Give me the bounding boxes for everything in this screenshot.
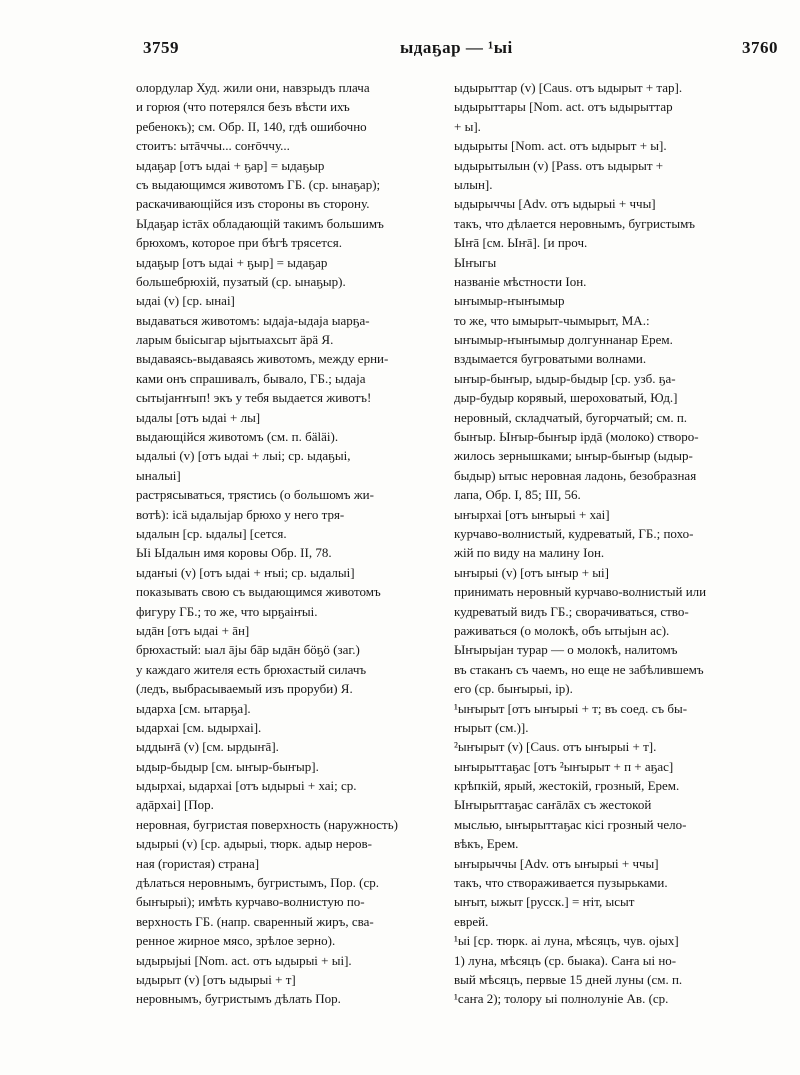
- text-line: Ыҥырыјан турар — о молокѣ, налитомъ: [454, 642, 678, 658]
- text-line: ¹саҥа 2); толору ыі полнолуніе Ав. (ср.: [454, 991, 669, 1007]
- text-line: Ыҥā [см. Ыҥā]. [и проч.: [454, 235, 588, 251]
- text-line: ыдырыттар (v) [Caus. отъ ыдырыт + тар].: [454, 80, 683, 95]
- text-line: брюхомъ, которое при бѣгѣ трясется.: [136, 235, 343, 251]
- text-line: принимать неровный курчаво-волнистый или: [454, 584, 707, 600]
- text-line: ыҥырхаі [отъ ыҥырыі + хаі]: [454, 506, 610, 522]
- text-line: неровный, складчатый, бугорчатый; см. п.: [454, 409, 688, 425]
- text-line: ыҥырыччы [Adv. отъ ыҥырыі + ччы]: [454, 855, 659, 871]
- text-line: ыҥырыі (v) [отъ ыҥыр + ыі]: [454, 564, 609, 580]
- text-line: 1) луна, мѣсяцъ (ср. быака). Саҥа ыі но-: [454, 952, 677, 968]
- text-line: ыддыҥā (v) [см. ырдыҥā].: [136, 739, 279, 755]
- text-line: быдыр) ытыс неровная ладонь, безобразная: [454, 467, 697, 483]
- text-line: ыдырыччы [Adv. отъ ыдырыі + ччы]: [454, 196, 656, 212]
- text-line: выдающійся животомъ (см. п. бäläі).: [136, 429, 339, 445]
- text-line: ками онъ спрашивалъ, бывало, ГБ.; ыдаја: [136, 370, 366, 386]
- text-line: ылын].: [454, 176, 493, 192]
- right-column: [454, 78, 776, 1009]
- text-line: и горюя (что потерялся безъ вѣсти ихъ: [136, 99, 350, 115]
- text-line: жилось зернышками; ыҥыр-быҥыр (ыдыр-: [454, 448, 693, 464]
- text-line: ыдырыі (v) [ср. адырыі, тюрк. адыр неров-: [136, 836, 372, 852]
- text-line: ыдырыт (v) [отъ ыдырыі + т]: [136, 971, 296, 987]
- text-line: вотѣ): ісä ыдалыјар брюхо у него тря-: [136, 506, 345, 522]
- text-line: ларым быісыгар ыјытыахсыт äрä Я.: [136, 332, 334, 348]
- text-line: ¹ыҥырыт [отъ ыҥырыі + т; въ соед. съ бы-: [454, 700, 688, 716]
- text-line: ыҥымыр-ҥыҥымыр долгуннанар Ерем.: [454, 332, 673, 348]
- text-line: съ выдающимся животомъ ГБ. (ср. ынаҕар);: [136, 176, 381, 192]
- text-line: лапа, Обр. I, 85; III, 56.: [454, 487, 581, 503]
- text-line: такъ, что дѣлается неровнымъ, бугристымъ: [454, 215, 696, 231]
- text-line: ²ыҥырыт (v) [Caus. отъ ыҥырыі + т].: [454, 739, 657, 755]
- text-line: ыдаҥыі (v) [отъ ыдаі + ҥыі; ср. ыдалыі]: [136, 564, 355, 580]
- text-line: ребенокъ); см. Обр. II, 140, гдѣ ошибочно: [136, 118, 367, 134]
- text-line: неровнымъ, бугристымъ дѣлать Пор.: [136, 991, 341, 1007]
- text-line: вѣкъ, Ерем.: [454, 836, 519, 852]
- text-line: фигуру ГБ.; то же, что ырҕаіҥыі.: [136, 603, 318, 619]
- text-line: въ стаканъ съ чаемъ, но еще не забѣлившемъ: [454, 661, 704, 677]
- text-line: ыдаі (v) [ср. ынаі]: [136, 293, 235, 309]
- text-line: сытыјаҥҥып! экъ у тебя выдается животъ!: [136, 390, 372, 406]
- text-line: раскачивающійся изъ стороны въ сторону.: [136, 196, 370, 212]
- text-line: то же, что ымырыт-чымырыт, МА.:: [454, 312, 650, 328]
- text-line: неровная, бугристая поверхность (наружность): [136, 816, 398, 832]
- text-line: олордулар Худ. жили они, навзрыдъ плача: [136, 80, 370, 95]
- text-line: мыслью, ыҥырыттаҕас кісі грозный чело-: [454, 816, 687, 832]
- text-line: (ледъ, выбрасываемый изъ проруби) Я.: [136, 681, 353, 697]
- text-line: названіе мѣстности Іон.: [454, 273, 587, 289]
- text-line: вздымается бугроватыми волнами.: [454, 351, 647, 367]
- text-line: крѣпкій, ярый, жестокій, грозный, Ерем.: [454, 778, 680, 794]
- text-line: ыдалыі (v) [отъ ыдаі + лыі; ср. ыдаҕыі,: [136, 448, 351, 464]
- text-line: ыдырытылын (v) [Pass. отъ ыдырыт +: [454, 157, 664, 173]
- page-header: [0, 38, 800, 68]
- text-line: еврей.: [454, 913, 489, 929]
- text-line: Ыдаҕар істāх обладающій такимъ большимъ: [136, 215, 384, 231]
- text-line: дѣлаться неровнымъ, бугристымъ, Пор. (ср.: [136, 875, 379, 891]
- text-line: брюхастый: ыал āјы бāр ыдāн бöҕö (заг.): [136, 642, 360, 658]
- text-line: жій по виду на малину Іон.: [454, 545, 605, 561]
- text-line: быҥыр. Ыҥыр-быҥыр ірдā (молоко) створо-: [454, 429, 699, 445]
- text-line: верхность ГБ. (напр. сваренный жиръ, сва-: [136, 913, 374, 929]
- text-line: Ыҥыгы: [454, 254, 497, 270]
- text-line: ыдырхаі, ыдархаі [отъ ыдырыі + хаі; ср.: [136, 778, 357, 794]
- text-line: ыдархаі [см. ыдырхаі].: [136, 719, 262, 735]
- text-line: ыдырыты [Nom. act. отъ ыдырыт + ы].: [454, 138, 667, 154]
- text-line: + ы].: [454, 118, 481, 134]
- text-line: быҥырыі); имѣть курчаво-волнистую по-: [136, 894, 365, 910]
- text-line: ыдалын [ср. ыдалы] [сется.: [136, 525, 287, 541]
- text-line: выдаваясь-выдаваясь животомъ, между ерни-: [136, 351, 389, 367]
- text-line: ыҥырыттаҕас [отъ ²ыҥырыт + п + аҕас]: [454, 758, 674, 774]
- text-line: ренное жирное мясо, зрѣлое зерно).: [136, 933, 336, 949]
- text-line: ыҥымыр-ҥыҥымыр: [454, 293, 565, 309]
- text-line: дыр-будыр корявый, шероховатый, Юд.]: [454, 390, 678, 406]
- text-line: вый мѣсяцъ, первые 15 дней луны (см. п.: [454, 971, 683, 987]
- text-line: ыҥыр-быҥыр, ыдыр-быдыр [ср. узб. ҕа-: [454, 370, 676, 386]
- text-line: Ыі Ыдалын имя коровы Обр. II, 78.: [136, 545, 332, 561]
- text-line: ная (гористая) страна]: [136, 855, 260, 871]
- text-line: ыналыі]: [136, 467, 181, 483]
- text-line: ыдаҕар [отъ ыдаі + ҕар] = ыдаҕыр: [136, 157, 325, 173]
- text-line: курчаво-волнистый, кудреватый, ГБ.; похо-: [454, 525, 694, 541]
- text-line: ыдырыјыі [Nom. act. отъ ыдырыі + ыі].: [136, 952, 352, 968]
- page-number-right: 3760: [742, 38, 778, 57]
- text-line: выдаваться животомъ: ыдаја-ыдаја ыарҕа-: [136, 312, 370, 328]
- text-line: ыдырыттары [Nom. act. отъ ыдырыттар: [454, 99, 673, 115]
- running-title: ыдаҕар — ¹ыі: [400, 38, 513, 57]
- left-column: [136, 78, 454, 1009]
- text-line: большебрюхій, пузатый (ср. ынаҕыр).: [136, 273, 346, 289]
- text-line: ыдыр-быдыр [см. ыҥыр-быҥыр].: [136, 758, 319, 774]
- text-line: ¹ыі [ср. тюрк. аі луна, мѣсяцъ, чув. ојых]: [454, 933, 679, 949]
- text-line: Ыҥырыттаҕас саҥāлāх съ жестокой: [454, 797, 652, 813]
- page-number-left: 3759: [143, 38, 179, 57]
- text-line: стоитъ: ытāччы... соҥōччу...: [136, 138, 290, 154]
- text-line: его (ср. быҥырыі, ір).: [454, 681, 573, 697]
- text-line: ыдаҕыр [отъ ыдаі + ҕыр] = ыдаҕар: [136, 254, 328, 270]
- text-line: ыдарха [см. ытарҕа].: [136, 700, 251, 716]
- text-line: ыҥыт, ыжыт [русск.] = ҥіт, ысыт: [454, 894, 635, 910]
- text-line: ыдāн [отъ ыдаі + āн]: [136, 622, 250, 638]
- text-line: показывать свою съ выдающимся животомъ: [136, 584, 381, 600]
- text-line: ыдалы [отъ ыдаі + лы]: [136, 409, 261, 425]
- text-line: кудреватый видъ ГБ.; сворачиваться, ство-: [454, 603, 689, 619]
- text-line: раживаться (о молокѣ, объ ытыјын ас).: [454, 622, 670, 638]
- text-line: ҥырыт (см.)].: [454, 719, 529, 735]
- text-line: адāрхаі] [Пор.: [136, 797, 214, 813]
- text-line: такъ, что створаживается пузырьками.: [454, 875, 668, 891]
- text-line: растрясываться, трястись (о большомъ жи-: [136, 487, 374, 503]
- text-line: у каждаго жителя есть брюхастый силачъ: [136, 661, 367, 677]
